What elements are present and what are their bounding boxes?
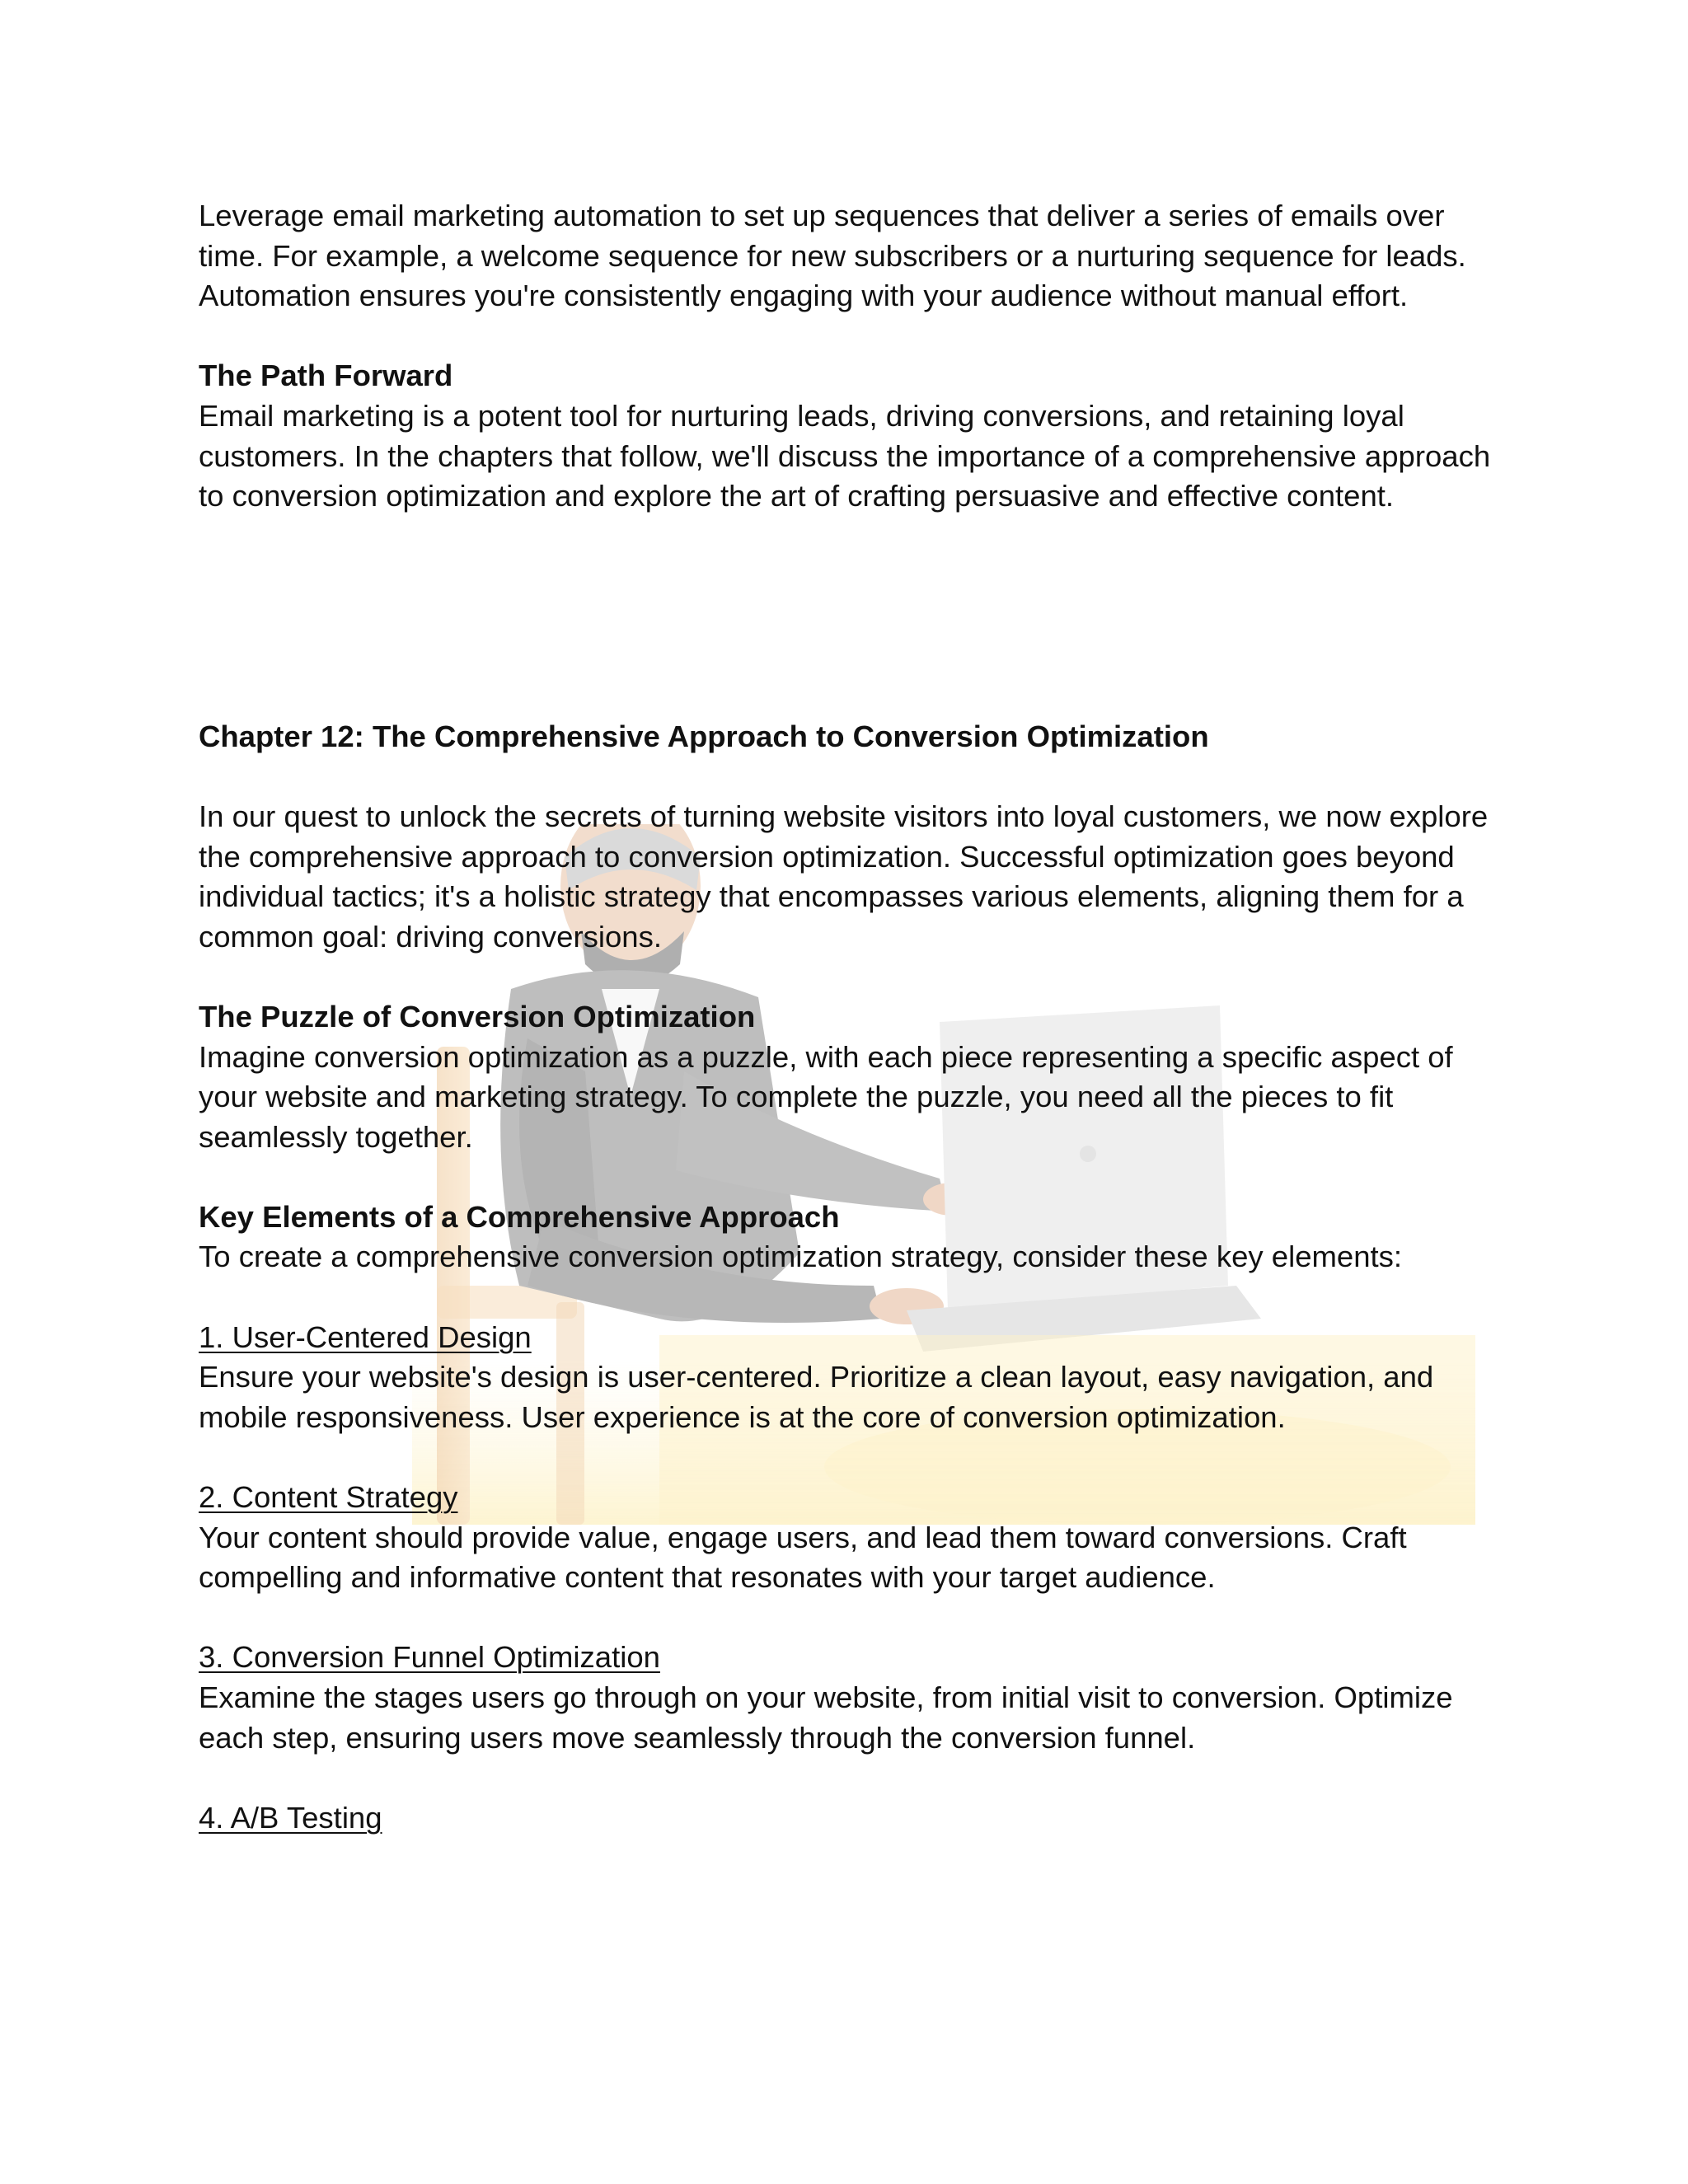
item-title-user-centered-design: 1. User-Centered Design [199, 1319, 532, 1354]
puzzle-heading: The Puzzle of Conversion Optimization [199, 999, 756, 1033]
item-title-conversion-funnel: 3. Conversion Funnel Optimization [199, 1640, 660, 1675]
item-text-user-centered-design: Ensure your website's design is user-centered. Prioritize a clean layout, easy navigation, and mobile responsiveness. User experience is at the core of conversion optimization. [199, 1360, 1434, 1434]
chapter-intro-paragraph: In our quest to unlock the secrets of turning website visitors into loyal customers, we now explore the comprehensive approach to conversion optimization. Successful optimization goes beyond individual tactics; it's a holistic strategy that encompasses various elements, aligning them for a common goal: driving conversions. [199, 799, 1489, 954]
document-page [199, 196, 1517, 1838]
path-forward-heading: The Path Forward [199, 359, 453, 393]
key-elements-heading: Key Elements of a Comprehensive Approach [199, 1199, 840, 1234]
intro-paragraph: Leverage email marketing automation to set up sequences that deliver a series of emails over time. For example, a welcome sequence for new subscribers or a nurturing sequence for leads. Automation ensures you're consistently engaging with your audience without manual effort. [199, 199, 1466, 313]
puzzle-paragraph: Imagine conversion optimization as a puzzle, with each piece representing a specific aspect of your website and marketing strategy. To complete the puzzle, you need all the pieces to fit seamlessly together. [199, 1039, 1453, 1154]
item-title-content-strategy: 2. Content Strategy [199, 1480, 458, 1515]
item-text-content-strategy: Your content should provide value, engage users, and lead them toward conversions. Craft compelling and informative content that resonates with your target audience. [199, 1520, 1407, 1595]
item-title-ab-testing: 4. A/B Testing [199, 1800, 382, 1835]
item-text-conversion-funnel: Examine the stages users go through on your website, from initial visit to conversion. Optimize each step, ensuring users move seamlessly through the conversion funnel. [199, 1680, 1453, 1755]
chapter-title: Chapter 12: The Comprehensive Approach to Conversion Optimization [199, 719, 1209, 753]
key-elements-paragraph: To create a comprehensive conversion optimization strategy, consider these key elements: [199, 1240, 1403, 1274]
path-forward-paragraph: Email marketing is a potent tool for nurturing leads, driving conversions, and retaining loyal customers. In the chapters that follow, we'll discuss the importance of a comprehensive approach to conversion optimization and explore the art of crafting persuasive and effective content. [199, 398, 1491, 513]
